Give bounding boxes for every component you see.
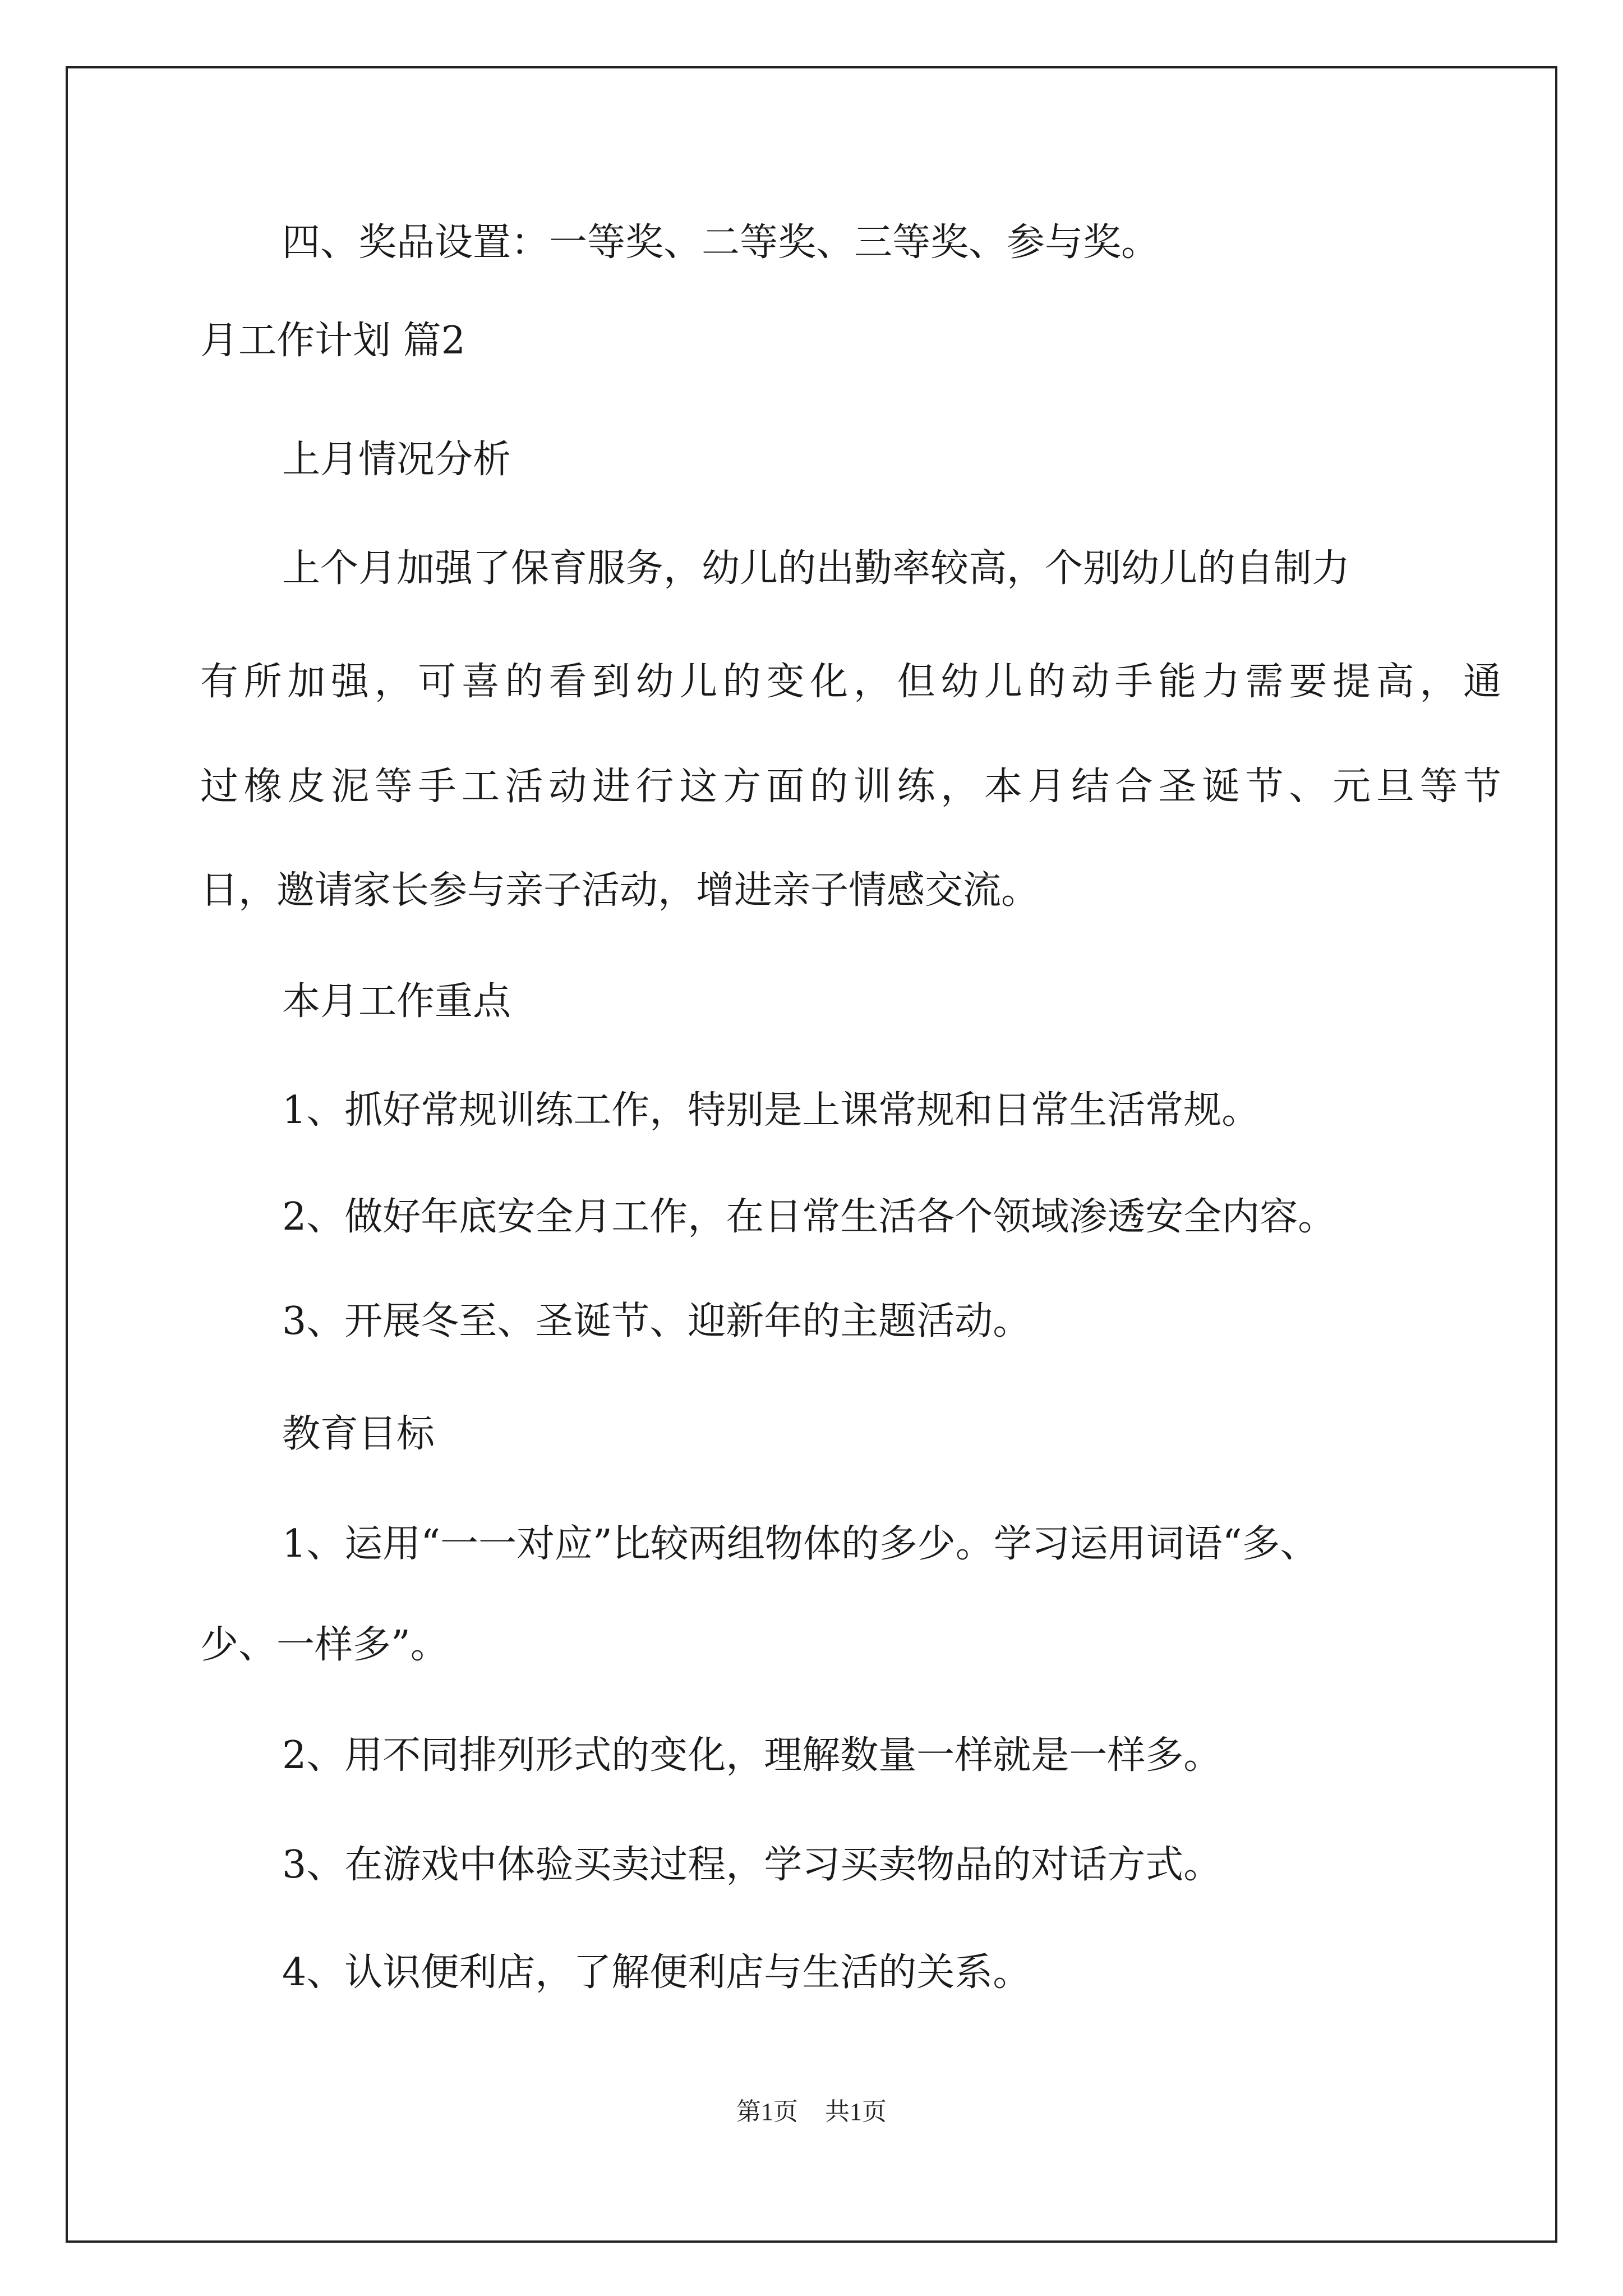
page-footer: [0, 2091, 1623, 2127]
list-item: 1、运用“一一对应”比较两组物体的多少。学习运用词语“多、: [282, 1522, 1318, 1566]
list-item: 2、用不同排列形式的变化，理解数量一样就是一样多。: [282, 1733, 1222, 1778]
paragraph-line: 上个月加强了保育服务，幼儿的出勤率较高，个别幼儿的自制力: [282, 546, 1350, 591]
list-item: 3、开展冬至、圣诞节、迎新年的主题活动。: [282, 1299, 1031, 1343]
page-number-total: 共1页: [825, 2098, 887, 2125]
paragraph-line: 过橡皮泥等手工活动进行这方面的训练，本月结合圣诞节、元旦等节: [200, 765, 1501, 809]
list-item: 3、在游戏中体验买卖过程，学习买卖物品的对话方式。: [282, 1843, 1222, 1887]
page-border: [66, 66, 1557, 2243]
paragraph-line: 日，邀请家长参与亲子活动，增进亲子情感交流。: [200, 868, 1040, 913]
subheading-education-goals: 教育目标: [282, 1412, 435, 1456]
list-item: 2、做好年底安全月工作，在日常生活各个领域渗透安全内容。: [282, 1195, 1336, 1239]
paragraph-line: 有所加强，可喜的看到幼儿的变化，但幼儿的动手能力需要提高，通: [200, 660, 1501, 704]
prize-settings-line: 四、奖品设置：一等奖、二等奖、三等奖、参与奖。: [282, 220, 1160, 265]
page-number-current: 第1页: [736, 2098, 798, 2125]
section-heading-part2: 月工作计划 篇2: [200, 319, 465, 363]
list-item: 4、认识便利店，了解便利店与生活的关系。: [282, 1950, 1031, 1995]
list-item: 1、抓好常规训练工作，特别是上课常规和日常生活常规。: [282, 1088, 1260, 1133]
subheading-monthly-focus: 本月工作重点: [282, 979, 511, 1024]
subheading-last-month-analysis: 上月情况分析: [282, 438, 511, 482]
list-item-continuation: 少、一样多”。: [200, 1623, 449, 1667]
